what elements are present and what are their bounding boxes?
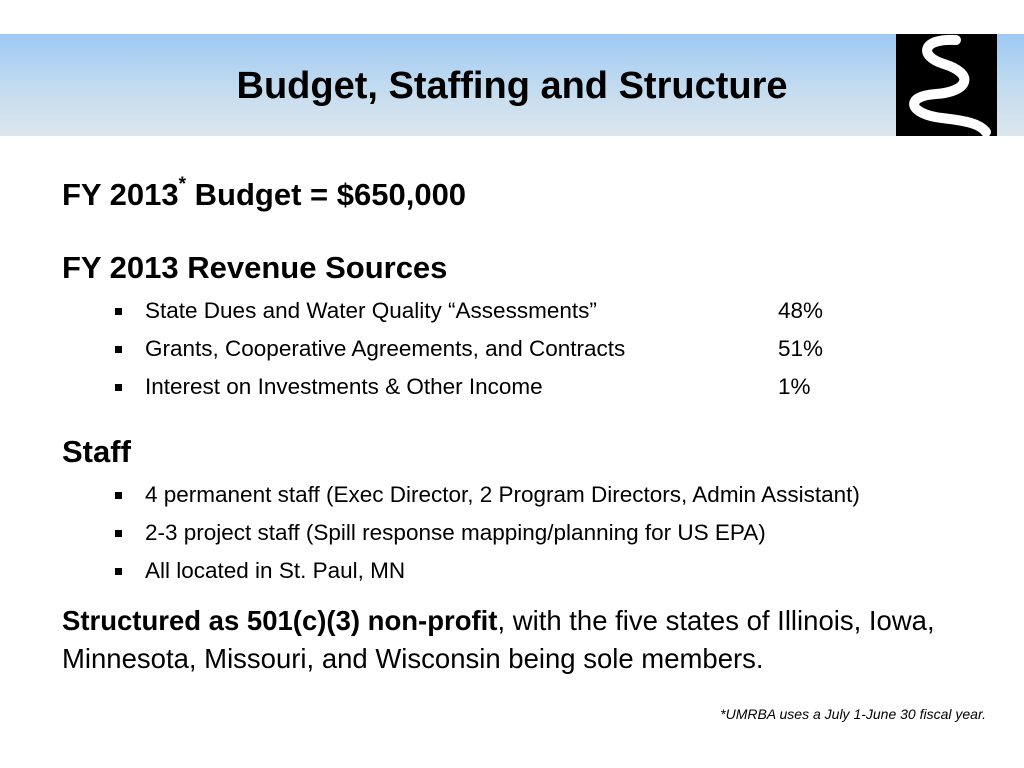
revenue-item-percent: 1% — [778, 374, 811, 399]
structure-paragraph — [62, 602, 992, 678]
bullet-square-icon — [115, 384, 122, 391]
staff-item-label: 4 permanent staff (Exec Director, 2 Program Directors, Admin Assistant) — [145, 482, 860, 507]
budget-label-amount: Budget = $650,000 — [186, 177, 467, 212]
bullet-square-icon — [115, 492, 122, 499]
structure-rest: , with the five states of Illinois, Iowa, Minnesota, Missouri, and Wisconsin being sole members. — [62, 605, 935, 674]
revenue-item-label: Grants, Cooperative Agreements, and Contracts — [145, 336, 626, 361]
river-logo-icon — [896, 34, 997, 136]
revenue-item-percent: 51% — [778, 336, 824, 361]
budget-superscript: * — [178, 173, 187, 195]
bullet-square-icon — [115, 308, 122, 315]
revenue-item-percent: 48% — [778, 298, 824, 323]
revenue-item-label: State Dues and Water Quality “Assessments” — [145, 298, 597, 323]
revenue-item-label: Interest on Investments & Other Income — [145, 374, 543, 399]
footnote: *UMRBA uses a July 1-June 30 fiscal year. — [720, 706, 986, 722]
budget-label-fy: FY 2013 — [62, 177, 179, 212]
staff-item-label: All located in St. Paul, MN — [145, 558, 406, 583]
structure-bold: Structured as 501(c)(3) non-profit — [62, 605, 498, 636]
bullet-square-icon — [115, 568, 122, 575]
bullet-square-icon — [115, 530, 122, 537]
budget-heading — [62, 173, 467, 214]
slide-title: Budget, Staffing and Structure — [236, 65, 788, 107]
bullet-square-icon — [115, 346, 122, 353]
staff-heading: Staff — [62, 434, 131, 469]
staff-item-label: 2-3 project staff (Spill response mapping/planning for US EPA) — [145, 520, 766, 545]
revenue-heading: FY 2013 Revenue Sources — [62, 250, 448, 285]
